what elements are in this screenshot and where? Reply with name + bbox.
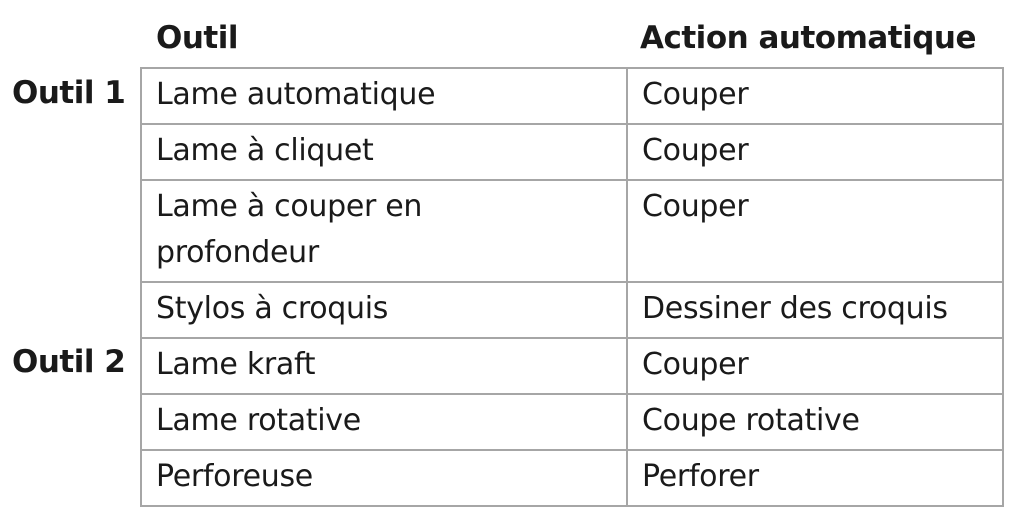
action-name: Couper bbox=[642, 347, 749, 382]
column-header-action: Action automatique bbox=[640, 20, 977, 56]
action-name: Couper bbox=[642, 133, 749, 168]
table-row bbox=[141, 394, 1003, 450]
row-group-label-tool-1: Outil 1 bbox=[12, 75, 126, 111]
tool-name: Lame à couper en profondeur bbox=[156, 189, 423, 270]
table-row bbox=[141, 124, 1003, 180]
table-row bbox=[141, 180, 1003, 282]
tool-cell bbox=[141, 124, 627, 180]
row-group-label-tool-2: Outil 2 bbox=[12, 344, 126, 380]
action-cell bbox=[627, 68, 1003, 124]
tool-name: Perforeuse bbox=[156, 459, 313, 494]
tool-cell bbox=[141, 338, 627, 394]
action-name: Dessiner des croquis bbox=[642, 291, 948, 326]
action-cell bbox=[627, 124, 1003, 180]
table-row bbox=[141, 338, 1003, 394]
action-name: Couper bbox=[642, 77, 749, 112]
table-row bbox=[141, 450, 1003, 506]
action-cell bbox=[627, 394, 1003, 450]
tool-name: Lame automatique bbox=[156, 77, 436, 112]
tool-name: Lame à cliquet bbox=[156, 133, 374, 168]
action-name: Perforer bbox=[642, 459, 759, 494]
action-cell bbox=[627, 450, 1003, 506]
action-name: Couper bbox=[642, 189, 749, 224]
tool-name: Lame rotative bbox=[156, 403, 361, 438]
column-header-tool: Outil bbox=[156, 20, 238, 56]
tool-name: Lame kraft bbox=[156, 347, 316, 382]
tool-cell bbox=[141, 282, 627, 338]
tool-cell bbox=[141, 450, 627, 506]
tool-cell bbox=[141, 394, 627, 450]
table-row bbox=[141, 68, 1003, 124]
tool-name: Stylos à croquis bbox=[156, 291, 389, 326]
tool-cell bbox=[141, 180, 627, 282]
action-cell bbox=[627, 282, 1003, 338]
action-cell bbox=[627, 180, 1003, 282]
action-cell bbox=[627, 338, 1003, 394]
tools-table bbox=[140, 67, 1004, 507]
table-row bbox=[141, 282, 1003, 338]
action-name: Coupe rotative bbox=[642, 403, 860, 438]
tool-cell bbox=[141, 68, 627, 124]
